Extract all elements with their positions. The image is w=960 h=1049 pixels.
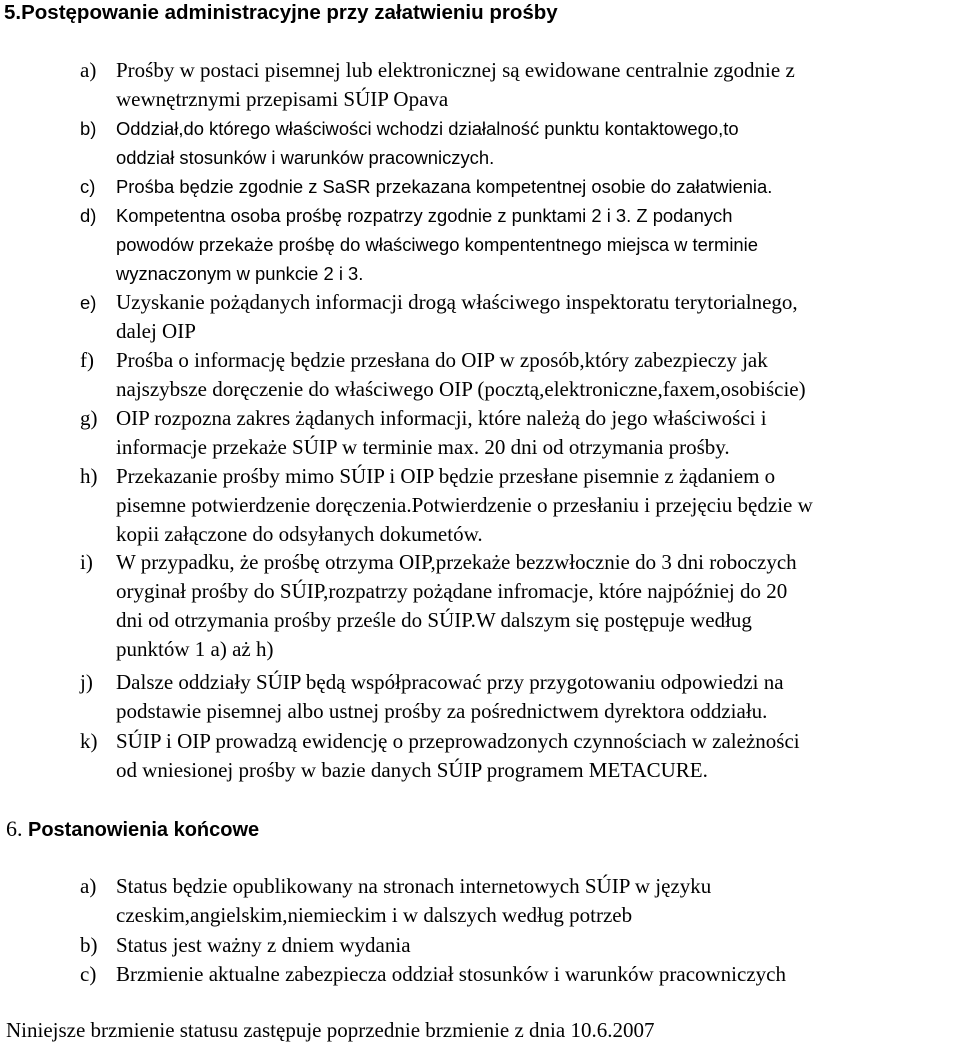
item-label: a) xyxy=(80,874,97,898)
item-line: czeskim,angielskim,niemieckim i w dalszych według potrzeb xyxy=(116,903,633,927)
item-line: Prośba o informację będzie przesłana do OIP w zposób,który zabezpieczy jak xyxy=(116,348,768,372)
item-label: c) xyxy=(80,962,97,986)
item-label: g) xyxy=(80,406,98,430)
item-line: Brzmienie aktualne zabezpiecza oddział stosunków i warunków pracowniczych xyxy=(116,962,786,986)
item-label: c) xyxy=(80,176,96,197)
item-line: Oddział,do którego właściwości wchodzi działalność punktu kontaktowego,to xyxy=(116,118,739,139)
item-label: f) xyxy=(80,348,94,372)
item-line: najszybsze doręczenie do właściwego OIP (pocztą,elektroniczne,faxem,osobiście) xyxy=(116,377,806,401)
item-label: k) xyxy=(80,729,98,753)
item-line: informacje przekaże SÚIP w terminie max. 20 dni od otrzymania prośby. xyxy=(116,435,730,459)
item-line: OIP rozpozna zakres żądanych informacji, które należą do jego właściwości i xyxy=(116,406,767,430)
item-label: i) xyxy=(80,550,93,574)
item-line: punktów 1 a) aż h) xyxy=(116,637,274,661)
item-label: h) xyxy=(80,464,98,488)
item-line: dni od otrzymania prośby prześle do SÚIP.W dalszym się postępuje według xyxy=(116,608,752,632)
item-line: Dalsze oddziały SÚIP będą współpracować przy przygotowaniu odpowiedzi na xyxy=(116,670,784,694)
item-label: d) xyxy=(80,205,97,226)
item-line: dalej OIP xyxy=(116,319,196,343)
item-line: Prośby w postaci pisemnej lub elektronicznej są ewidowane centralnie zgodnie z xyxy=(116,58,795,82)
footer-note: Niniejsze brzmienie statusu zastępuje poprzednie brzmienie z dnia 10.6.2007 xyxy=(6,1018,655,1042)
item-line: od wniesionej prośby w bazie danych SÚIP programem METACURE. xyxy=(116,758,708,782)
section-6-number: 6. xyxy=(6,816,28,841)
item-line: Przekazanie prośby mimo SÚIP i OIP będzie przesłane pisemnie z żądaniem o xyxy=(116,464,776,488)
item-line: oryginał prośby do SÚIP,rozpatrzy pożądane infromacje, które najpóźniej do 20 xyxy=(116,579,788,603)
item-label: b) xyxy=(80,933,98,957)
item-line: Status będzie opublikowany na stronach internetowych SÚIP w języku xyxy=(116,874,712,898)
item-label: a) xyxy=(80,58,97,82)
item-label: e) xyxy=(80,292,97,313)
item-line: Prośba będzie zgodnie z SaSR przekazana kompetentnej osobie do załatwienia. xyxy=(116,176,773,197)
item-line: wewnętrznymi przepisami SÚIP Opava xyxy=(116,87,449,111)
item-line: powodów przekaże prośbę do właściwego kompententnego miejsca w terminie xyxy=(116,234,758,255)
item-line: wyznaczonym w punkcie 2 i 3. xyxy=(116,263,364,284)
item-line: pisemne potwierdzenie doręczenia.Potwierdzenie o przesłaniu i przejęciu będzie w xyxy=(116,493,813,517)
item-label: j) xyxy=(80,670,93,694)
item-line: kopii załączone do odsyłanych dokumetów. xyxy=(116,522,483,546)
item-line: podstawie pisemnej albo ustnej prośby za pośrednictwem dyrektora oddziału. xyxy=(116,699,768,723)
item-line: SÚIP i OIP prowadzą ewidencję o przeprowadzonych czynnościach w zależności xyxy=(116,729,800,753)
item-line: oddział stosunków i warunków pracowniczych. xyxy=(116,147,495,168)
section-6-heading xyxy=(6,815,259,844)
item-line: Kompetentna osoba prośbę rozpatrzy zgodnie z punktami 2 i 3. Z podanych xyxy=(116,205,733,226)
item-label: b) xyxy=(80,118,97,139)
item-line: Uzyskanie pożądanych informacji drogą właściwego inspektoratu terytorialnego, xyxy=(116,290,798,314)
section-6-title: Postanowienia końcowe xyxy=(28,819,260,841)
item-line: W przypadku, że prośbę otrzyma OIP,przekaże bezzwłocznie do 3 dni roboczych xyxy=(116,550,797,574)
item-line: Status jest ważny z dniem wydania xyxy=(116,933,411,957)
section-5-heading: 5.Postępowanie administracyjne przy załatwieniu prośby xyxy=(4,1,558,24)
